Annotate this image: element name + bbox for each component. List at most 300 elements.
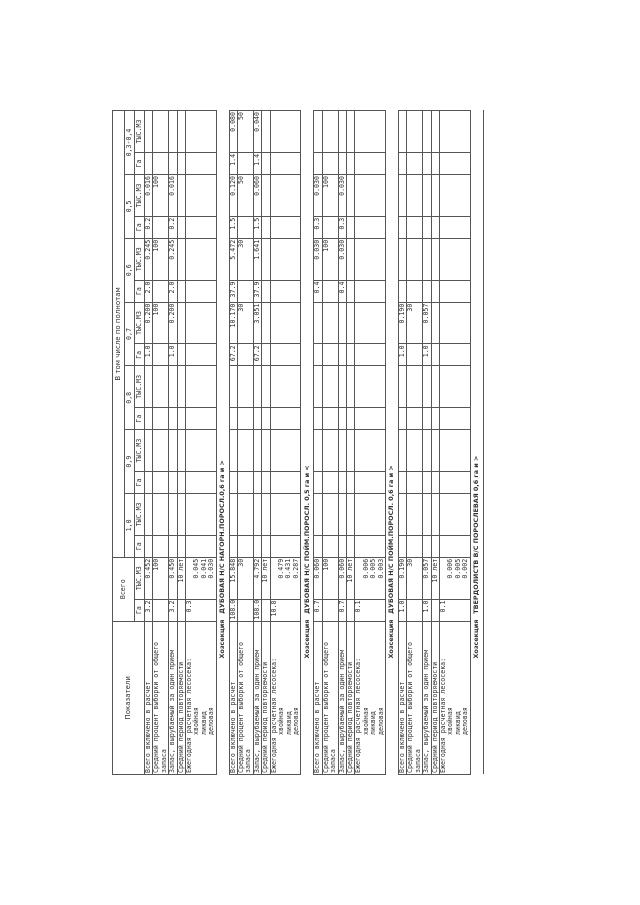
- total-ga-cell: 0.3: [186, 599, 217, 621]
- table-row: [322, 111, 338, 775]
- total-ga-cell: 3.2: [145, 599, 153, 621]
- density-volume-cell: [169, 494, 177, 536]
- density-ga-cell: 0.4: [314, 280, 322, 302]
- density-volume-cell: 0.016: [169, 175, 177, 217]
- density-volume-cell: [229, 494, 237, 536]
- density-ga-cell: [238, 535, 254, 557]
- unit-volume-header: ТЫС.М3: [135, 175, 145, 217]
- density-ga-cell: [440, 535, 471, 557]
- density-ga-cell: [153, 280, 169, 302]
- density-volume-cell: [177, 238, 185, 280]
- density-ga-cell: 1.4: [229, 152, 237, 174]
- density-ga-cell: [270, 280, 301, 302]
- density-ga-cell: [270, 535, 301, 557]
- density-ga-cell: [423, 471, 431, 493]
- density-volume-cell: 1.641: [253, 238, 261, 280]
- density-ga-cell: [338, 344, 346, 366]
- density-volume-cell: [322, 302, 338, 344]
- row-sublabel: деловая: [461, 707, 470, 735]
- density-volume-cell: [270, 111, 301, 153]
- table-row: [314, 111, 322, 775]
- total-volume-cell: 10 лет: [346, 557, 354, 599]
- row-label-text: Ежегодная расчетная лесосека:: [269, 657, 278, 773]
- row-label: [186, 621, 217, 774]
- density-ga-cell: [253, 471, 261, 493]
- density-volume-cell: 0.190: [398, 302, 406, 344]
- density-ga-cell: [169, 152, 177, 174]
- row-sublabel: хвойная: [361, 707, 370, 735]
- density-ga-cell: [186, 216, 217, 238]
- density-volume-cell: [177, 430, 185, 472]
- density-ga-cell: [177, 471, 185, 493]
- density-volume-cell: [262, 175, 270, 217]
- row-label: [153, 621, 169, 774]
- total-volume-value: 0.041: [199, 558, 208, 579]
- density-ga-cell: [314, 152, 322, 174]
- density-volume-cell: [423, 175, 431, 217]
- density-header: 0,8: [125, 366, 135, 430]
- total-volume-cell: 100: [153, 557, 169, 599]
- density-volume-cell: [431, 238, 439, 280]
- density-ga-cell: 67.2: [253, 344, 261, 366]
- density-ga-cell: [440, 408, 471, 430]
- density-ga-cell: [338, 535, 346, 557]
- density-ga-cell: [440, 152, 471, 174]
- density-volume-cell: [177, 302, 185, 344]
- total-ga-cell: 0.1: [355, 599, 386, 621]
- density-ga-cell: 0.3: [338, 216, 346, 238]
- density-ga-cell: 1.5: [229, 216, 237, 238]
- total-ga-cell: [153, 599, 169, 621]
- density-ga-cell: [238, 152, 254, 174]
- density-ga-cell: [262, 280, 270, 302]
- density-ga-cell: [177, 408, 185, 430]
- density-volume-cell: [407, 111, 423, 153]
- total-ga-cell: 3.2: [169, 599, 177, 621]
- density-ga-cell: [186, 408, 217, 430]
- total-volume-value: 0.045: [192, 558, 201, 579]
- table-row: [169, 111, 177, 775]
- density-volume-cell: [186, 430, 217, 472]
- density-ga-cell: [177, 280, 185, 302]
- density-volume-cell: [338, 494, 346, 536]
- density-volume-cell: 0.060: [253, 175, 261, 217]
- density-volume-cell: [440, 494, 471, 536]
- density-volume-cell: [177, 111, 185, 153]
- density-ga-cell: [238, 471, 254, 493]
- density-volume-cell: [431, 430, 439, 472]
- row-label-text: Средний процент выборки от общего запаса: [152, 641, 168, 773]
- total-ga-cell: 10.8: [270, 599, 301, 621]
- density-ga-cell: [314, 408, 322, 430]
- density-volume-cell: [398, 175, 406, 217]
- total-ga-cell: [322, 599, 338, 621]
- density-header: 0,7: [125, 302, 135, 366]
- density-ga-cell: [145, 471, 153, 493]
- row-label: [322, 621, 338, 774]
- density-ga-cell: [177, 535, 185, 557]
- density-ga-cell: [238, 280, 254, 302]
- density-volume-cell: 0.030: [338, 238, 346, 280]
- density-ga-cell: [338, 152, 346, 174]
- density-volume-cell: [355, 175, 386, 217]
- total-volume-cell: 30: [407, 557, 423, 599]
- total-volume-cell: 0.060: [338, 557, 346, 599]
- density-volume-cell: 100: [322, 238, 338, 280]
- density-volume-cell: [346, 111, 354, 153]
- density-volume-cell: [423, 494, 431, 536]
- unit-volume-header: ТЫС.М3: [135, 366, 145, 408]
- unit-ga-header: Га: [135, 152, 145, 174]
- unit-ga-header: Га: [135, 471, 145, 493]
- density-ga-cell: 0.2: [169, 216, 177, 238]
- total-ga-cell: 0.7: [338, 599, 346, 621]
- density-volume-cell: [322, 494, 338, 536]
- density-ga-cell: [262, 535, 270, 557]
- density-ga-cell: [153, 344, 169, 366]
- unit-ga-header: Га: [135, 216, 145, 238]
- density-ga-cell: [229, 535, 237, 557]
- density-volume-cell: [346, 494, 354, 536]
- row-label-text: Всего включено в расчет: [313, 681, 322, 773]
- density-ga-cell: [398, 152, 406, 174]
- density-ga-cell: [355, 408, 386, 430]
- density-ga-cell: [153, 408, 169, 430]
- density-ga-cell: [407, 344, 423, 366]
- density-volume-cell: 100: [153, 175, 169, 217]
- density-ga-cell: [431, 408, 439, 430]
- density-ga-cell: [314, 344, 322, 366]
- density-volume-cell: [270, 366, 301, 408]
- total-ga-cell: 1.0: [398, 599, 406, 621]
- header-total: Всего: [113, 557, 135, 621]
- density-volume-cell: 0.200: [169, 302, 177, 344]
- unit-ga-header: Га: [135, 280, 145, 302]
- section-prefix: Хозсекция: [387, 619, 396, 659]
- row-label: [238, 621, 254, 774]
- density-ga-cell: [262, 344, 270, 366]
- density-ga-cell: [423, 152, 431, 174]
- unit-ga-header: Га: [135, 344, 145, 366]
- density-ga-cell: [145, 152, 153, 174]
- unit-volume-header: ТЫС.М3: [135, 494, 145, 536]
- density-ga-cell: [346, 280, 354, 302]
- density-ga-cell: [169, 408, 177, 430]
- density-volume-cell: [314, 430, 322, 472]
- density-volume-cell: [338, 302, 346, 344]
- density-ga-cell: [186, 280, 217, 302]
- row-sublabel: ликвид: [369, 711, 378, 735]
- density-ga-cell: [355, 344, 386, 366]
- density-ga-cell: 1.0: [145, 344, 153, 366]
- density-volume-cell: [355, 430, 386, 472]
- density-volume-cell: 0.245: [145, 238, 153, 280]
- section-title-cell: [301, 111, 314, 775]
- density-ga-cell: [314, 471, 322, 493]
- density-ga-cell: [322, 408, 338, 430]
- section-title-row: [385, 111, 398, 775]
- row-label-text: Ежегодная расчетная лесосека:: [439, 657, 447, 773]
- total-volume-cell: 0.450: [169, 557, 177, 599]
- density-ga-cell: [346, 344, 354, 366]
- density-ga-cell: 2.0: [169, 280, 177, 302]
- density-volume-cell: [270, 494, 301, 536]
- density-ga-cell: [229, 408, 237, 430]
- density-ga-cell: [431, 280, 439, 302]
- density-volume-cell: [423, 238, 431, 280]
- row-sublabel: хвойная: [277, 707, 286, 735]
- density-volume-cell: [238, 494, 254, 536]
- density-volume-cell: [153, 111, 169, 153]
- total-volume-cell: 30: [238, 557, 254, 599]
- total-volume-value: 0.003: [376, 558, 385, 579]
- total-volume-cell: [270, 557, 301, 599]
- section-title: ДУБОВАЯ Н/С ПОЙМ.ПОРОСЛ. 0,5 га и <: [302, 465, 311, 614]
- density-ga-cell: [169, 471, 177, 493]
- density-volume-cell: 30: [238, 302, 254, 344]
- density-volume-cell: [431, 366, 439, 408]
- density-ga-cell: [398, 216, 406, 238]
- density-volume-cell: [314, 302, 322, 344]
- density-ga-cell: [346, 216, 354, 238]
- density-volume-cell: 3.051: [253, 302, 261, 344]
- total-volume-cell: 0.060: [314, 557, 322, 599]
- row-label: [169, 621, 177, 774]
- total-volume-value: 0.005: [453, 558, 462, 579]
- density-volume-cell: [346, 175, 354, 217]
- density-ga-cell: [145, 535, 153, 557]
- section-title-cell: [385, 111, 398, 775]
- density-volume-cell: [440, 238, 471, 280]
- unit-volume-header: ТЫС.М3: [135, 302, 145, 344]
- density-ga-cell: [238, 344, 254, 366]
- density-ga-cell: [229, 471, 237, 493]
- density-volume-cell: [338, 111, 346, 153]
- density-volume-cell: [186, 238, 217, 280]
- density-volume-cell: 30: [407, 302, 423, 344]
- density-volume-cell: 0.030: [314, 175, 322, 217]
- total-volume-value: 0.431: [284, 558, 293, 579]
- density-volume-cell: [186, 111, 217, 153]
- density-ga-cell: [253, 535, 261, 557]
- row-sublabel: деловая: [291, 707, 300, 735]
- density-header: 0,3-0,4: [125, 111, 135, 175]
- total-ga-cell: 0.7: [314, 599, 322, 621]
- row-label-text: Запас, вырубаемый за один прием: [422, 649, 431, 773]
- density-volume-cell: 0.245: [169, 238, 177, 280]
- density-ga-cell: 37.9: [253, 280, 261, 302]
- total-volume-cell: 0.057: [423, 557, 431, 599]
- density-header: 1,0: [125, 494, 135, 558]
- density-ga-cell: [440, 280, 471, 302]
- row-sublabel: деловая: [207, 707, 216, 735]
- density-ga-cell: [431, 152, 439, 174]
- unit-volume-header: ТЫС.М3: [135, 430, 145, 472]
- density-volume-cell: [346, 430, 354, 472]
- density-ga-cell: [270, 344, 301, 366]
- density-ga-cell: [346, 535, 354, 557]
- density-ga-cell: [270, 408, 301, 430]
- density-volume-cell: [270, 430, 301, 472]
- density-ga-cell: 0.4: [338, 280, 346, 302]
- density-volume-cell: [431, 175, 439, 217]
- row-label-text: Средний период повторяемости: [261, 661, 270, 773]
- density-ga-cell: [153, 471, 169, 493]
- density-volume-cell: 0.120: [229, 175, 237, 217]
- row-label-text: Средний процент выборки от общего запаса: [237, 641, 253, 773]
- table-row: [262, 111, 270, 775]
- density-volume-cell: [398, 366, 406, 408]
- table-row: [153, 111, 169, 775]
- table-row: [355, 111, 386, 775]
- density-ga-cell: 67.2: [229, 344, 237, 366]
- table-row: [440, 111, 471, 775]
- density-volume-cell: [270, 175, 301, 217]
- density-volume-cell: [440, 111, 471, 153]
- total-ga-cell: [238, 599, 254, 621]
- section-title-cell: [216, 111, 229, 775]
- density-ga-cell: 0.3: [314, 216, 322, 238]
- density-volume-cell: [270, 238, 301, 280]
- section-title: ДУБОВАЯ Н/С ПОЙМ.ПОРОСЛ. 0,6 га и >: [387, 465, 396, 614]
- total-volume-cell: 10 лет: [177, 557, 185, 599]
- total-volume-cell: 4.792: [253, 557, 261, 599]
- density-ga-cell: 37.9: [229, 280, 237, 302]
- density-volume-cell: [145, 366, 153, 408]
- row-label-text: Средний период повторяемости: [430, 661, 439, 773]
- row-label-text: Средний процент выборки от общего запаса: [406, 641, 422, 773]
- density-volume-cell: [153, 366, 169, 408]
- total-volume-cell: 100: [322, 557, 338, 599]
- density-volume-cell: [253, 430, 261, 472]
- density-ga-cell: [431, 344, 439, 366]
- density-volume-cell: 5.472: [229, 238, 237, 280]
- density-volume-cell: [338, 366, 346, 408]
- density-ga-cell: [186, 344, 217, 366]
- table-row: [186, 111, 217, 775]
- total-volume-cell: [440, 557, 471, 599]
- total-volume-value: 0.287: [291, 558, 300, 579]
- density-ga-cell: [355, 535, 386, 557]
- density-volume-cell: [407, 366, 423, 408]
- table-row: [407, 111, 423, 775]
- table-row: [238, 111, 254, 775]
- density-volume-cell: [398, 430, 406, 472]
- density-ga-cell: [355, 216, 386, 238]
- density-ga-cell: [346, 152, 354, 174]
- density-ga-cell: [431, 471, 439, 493]
- density-volume-cell: 0.016: [145, 175, 153, 217]
- density-volume-cell: [145, 494, 153, 536]
- unit-ga-header: Га: [135, 535, 145, 557]
- density-ga-cell: [238, 216, 254, 238]
- total-volume-cell: [355, 557, 386, 599]
- density-volume-cell: [398, 111, 406, 153]
- table-body: [145, 111, 484, 775]
- density-volume-cell: [355, 302, 386, 344]
- density-volume-cell: [270, 302, 301, 344]
- density-volume-cell: [407, 175, 423, 217]
- density-volume-cell: [314, 366, 322, 408]
- density-volume-cell: [407, 430, 423, 472]
- density-ga-cell: [407, 152, 423, 174]
- density-ga-cell: [423, 280, 431, 302]
- density-volume-cell: [423, 366, 431, 408]
- density-volume-cell: [262, 366, 270, 408]
- density-volume-cell: [398, 494, 406, 536]
- density-ga-cell: [398, 535, 406, 557]
- density-ga-cell: 1.5: [253, 216, 261, 238]
- row-label: [355, 621, 386, 774]
- density-ga-cell: [322, 152, 338, 174]
- density-ga-cell: [407, 280, 423, 302]
- density-volume-cell: [346, 302, 354, 344]
- density-volume-cell: [229, 430, 237, 472]
- density-ga-cell: [262, 408, 270, 430]
- density-volume-cell: [398, 238, 406, 280]
- density-ga-cell: [186, 152, 217, 174]
- unit-volume-header: ТЫС.М3: [135, 557, 145, 599]
- density-volume-cell: [262, 494, 270, 536]
- row-label-text: Ежегодная расчетная лесосека:: [185, 657, 194, 773]
- total-ga-cell: 108.0: [228, 599, 237, 620]
- density-volume-cell: [186, 175, 217, 217]
- density-volume-cell: [440, 302, 471, 344]
- row-label-text: Всего включено в расчет: [397, 681, 406, 773]
- row-sublabel: ликвид: [453, 711, 462, 735]
- total-volume-value: 0.006: [446, 558, 455, 579]
- density-ga-cell: [338, 471, 346, 493]
- density-ga-cell: 1.0: [169, 344, 177, 366]
- total-volume-cell: 10 лет: [431, 557, 439, 599]
- density-volume-cell: [346, 238, 354, 280]
- density-ga-cell: [423, 535, 431, 557]
- density-volume-cell: [322, 111, 338, 153]
- density-volume-cell: [431, 494, 439, 536]
- table-row: [270, 111, 301, 775]
- density-volume-cell: [346, 366, 354, 408]
- header-indicators: Показатели: [113, 621, 145, 774]
- density-volume-cell: [169, 111, 177, 153]
- density-volume-cell: 50: [238, 175, 254, 217]
- total-volume-value: 0.030: [207, 558, 216, 579]
- density-volume-cell: 0.030: [338, 175, 346, 217]
- density-volume-cell: [186, 494, 217, 536]
- total-volume-cell: 10 лет: [262, 557, 270, 599]
- total-volume-cell: [186, 557, 217, 599]
- total-ga-cell: 108.0: [252, 599, 261, 620]
- total-ga-cell: 1.0: [423, 599, 431, 621]
- total-ga-cell: 0.1: [440, 599, 471, 621]
- density-header: 0,6: [125, 238, 135, 302]
- density-ga-cell: [153, 535, 169, 557]
- row-label-text: Средний период повторяемости: [345, 661, 354, 773]
- row-label-text: Ежегодная расчетная лесосека:: [354, 657, 363, 773]
- density-volume-cell: [262, 430, 270, 472]
- row-label-text: Средний период повторяемости: [176, 661, 185, 773]
- density-volume-cell: 10.170: [229, 302, 237, 344]
- density-ga-cell: [431, 535, 439, 557]
- density-ga-cell: [398, 280, 406, 302]
- density-ga-cell: [262, 152, 270, 174]
- section-prefix: Хозсекция: [471, 619, 480, 659]
- density-volume-cell: [186, 366, 217, 408]
- density-ga-cell: [322, 280, 338, 302]
- total-volume-cell: 0.452: [145, 557, 153, 599]
- total-volume-value: 0.002: [461, 558, 470, 579]
- density-volume-cell: [423, 111, 431, 153]
- row-label: [440, 621, 471, 774]
